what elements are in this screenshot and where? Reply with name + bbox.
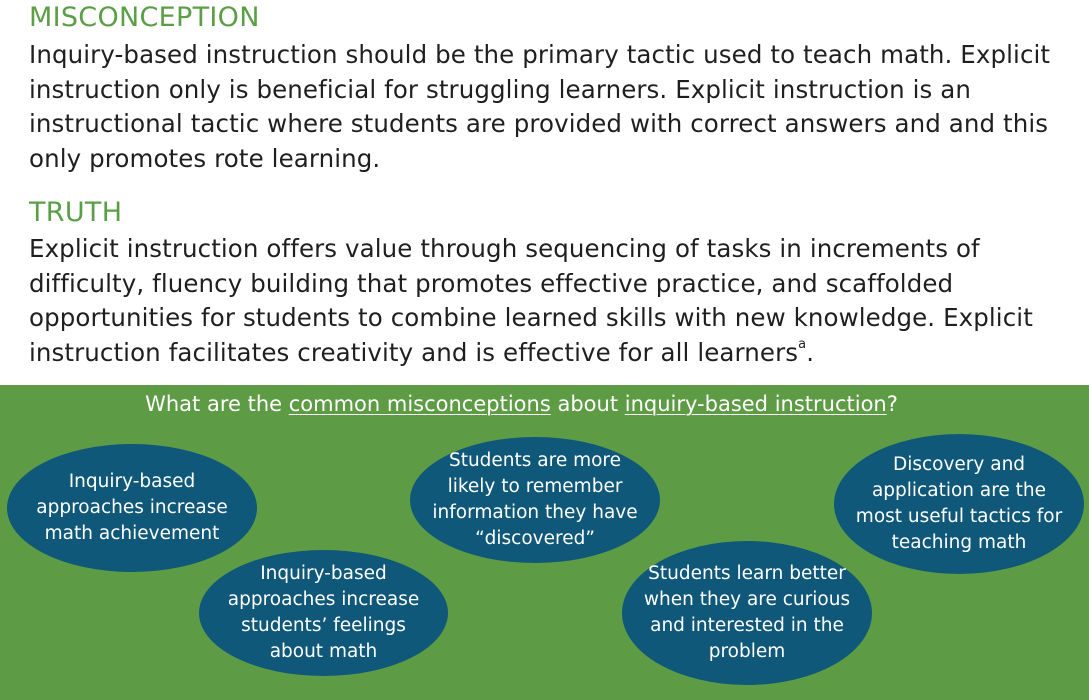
truth-text-end: . bbox=[806, 337, 815, 367]
question-mark: ? bbox=[886, 392, 898, 416]
bubble-text: Inquiry-based approaches increase math achievement bbox=[36, 471, 228, 544]
panel-question bbox=[0, 390, 1043, 418]
question-term-inquiry-based-instruction: inquiry-based instruction bbox=[624, 392, 887, 416]
bubble-discovery-application bbox=[834, 434, 1084, 574]
bubble-curiosity bbox=[622, 541, 872, 685]
question-text-start: What are the bbox=[145, 392, 289, 416]
bubble-text: Discovery and application are the most useful tactics for teaching math bbox=[855, 454, 1063, 553]
misconception-heading: MISCONCEPTION bbox=[29, 2, 260, 33]
footnote-marker: a bbox=[798, 336, 807, 352]
bubble-text: Students learn better when they are curious and interested in the problem bbox=[643, 563, 851, 662]
bubble-discovered-information bbox=[410, 437, 660, 563]
misconceptions-panel bbox=[0, 385, 1089, 700]
bubble-text: Inquiry-based approaches increase students’ feelings about math bbox=[227, 563, 420, 662]
bubble-math-achievement bbox=[7, 444, 257, 572]
truth-text bbox=[29, 232, 1074, 370]
misconception-text: Inquiry-based instruction should be the primary tactic used to teach math. Explicit instruction only is beneficial for struggling learners. Explicit instruction is an instructional tactic where students are provided with correct answers and and this only promotes rote learning. bbox=[29, 40, 1051, 173]
bubble-student-feelings bbox=[199, 550, 448, 676]
bubble-text: Students are more likely to remember information they have “discovered” bbox=[432, 450, 638, 549]
truth-heading: TRUTH bbox=[29, 197, 123, 228]
question-term-common-misconceptions: common misconceptions bbox=[288, 392, 551, 416]
truth-text-body: Explicit instruction offers value through sequencing of tasks in increments of difficulty, fluency building that promotes effective practice, and scaffolded opportunities for students to combine learned skills with new knowledge. Explicit instruction facilitates creativity and is effective for all learners bbox=[29, 234, 1033, 367]
question-text-middle: about bbox=[550, 392, 625, 416]
